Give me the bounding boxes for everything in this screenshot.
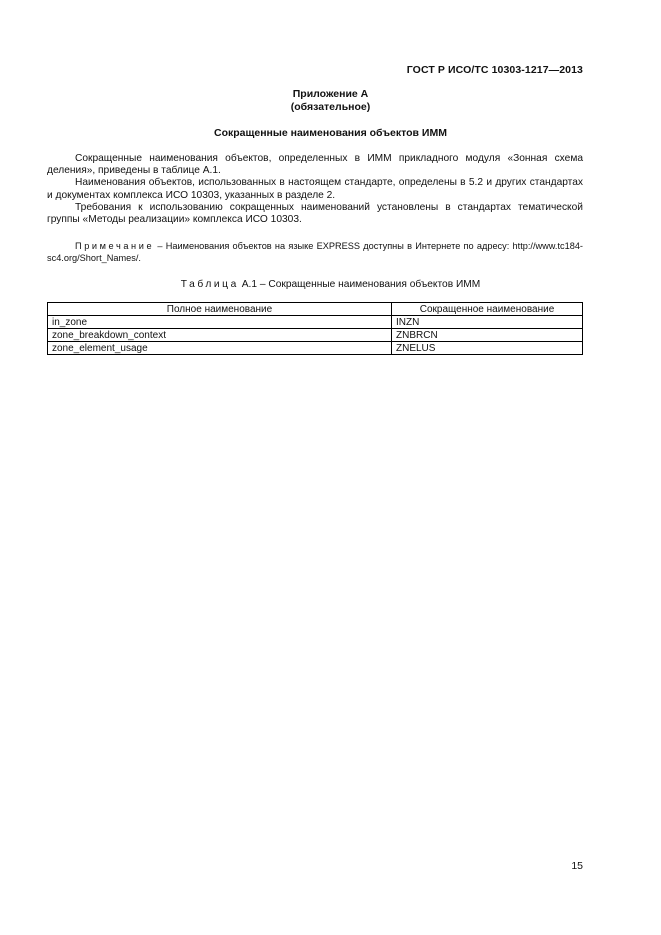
table-row (48, 342, 583, 355)
document-code: ГОСТ Р ИСО/ТС 10303-1217—2013 (406, 64, 583, 76)
body-text (47, 153, 583, 226)
table-row (48, 316, 583, 329)
short-name-cell: ZNBRCN (392, 329, 583, 342)
table-caption-label: Таблица (180, 279, 239, 290)
table-caption (0, 279, 661, 290)
table-header-row (48, 303, 583, 316)
paragraph: Требования к использованию сокращенных наименований установлены в стандартах тематической группы «Методы реализации» комплекса ИСО 10303. (47, 201, 583, 226)
table-row (48, 329, 583, 342)
full-name-cell: in_zone (48, 316, 392, 329)
full-name-cell: zone_breakdown_context (48, 329, 392, 342)
paragraph: Сокращенные наименования объектов, определенных в ИММ прикладного модуля «Зонная схема деления», приведены в таблице А.1. (47, 153, 583, 177)
short-name-cell: ZNELUS (392, 342, 583, 355)
full-name-cell: zone_element_usage (48, 342, 392, 355)
page-number: 15 (571, 860, 583, 872)
section-title: Сокращенные наименования объектов ИММ (214, 127, 447, 139)
paragraph: Наименования объектов, использованных в настоящем стандарте, определены в 5.2 и других стандартах и документах комплекса ИСО 10303, указанных в разделе 2. (47, 177, 583, 201)
short-name-cell: INZN (392, 316, 583, 329)
note (47, 241, 583, 264)
table-caption-text: А.1 – Сокращенные наименования объектов ИММ (238, 279, 481, 290)
column-header-short-name: Сокращенное наименование (392, 303, 583, 316)
column-header-full-name: Полное наименование (48, 303, 392, 316)
appendix-title: Приложение А (292, 88, 369, 100)
appendix-subtitle: (обязательное) (290, 101, 371, 113)
note-text: – Наименования объектов на языке EXPRESS доступны в Интернете по адресу: http://www.tc184-sc4.org/Short_Names/. (47, 241, 583, 263)
abbreviations-table (47, 302, 583, 355)
note-label: Примечание (75, 241, 155, 251)
